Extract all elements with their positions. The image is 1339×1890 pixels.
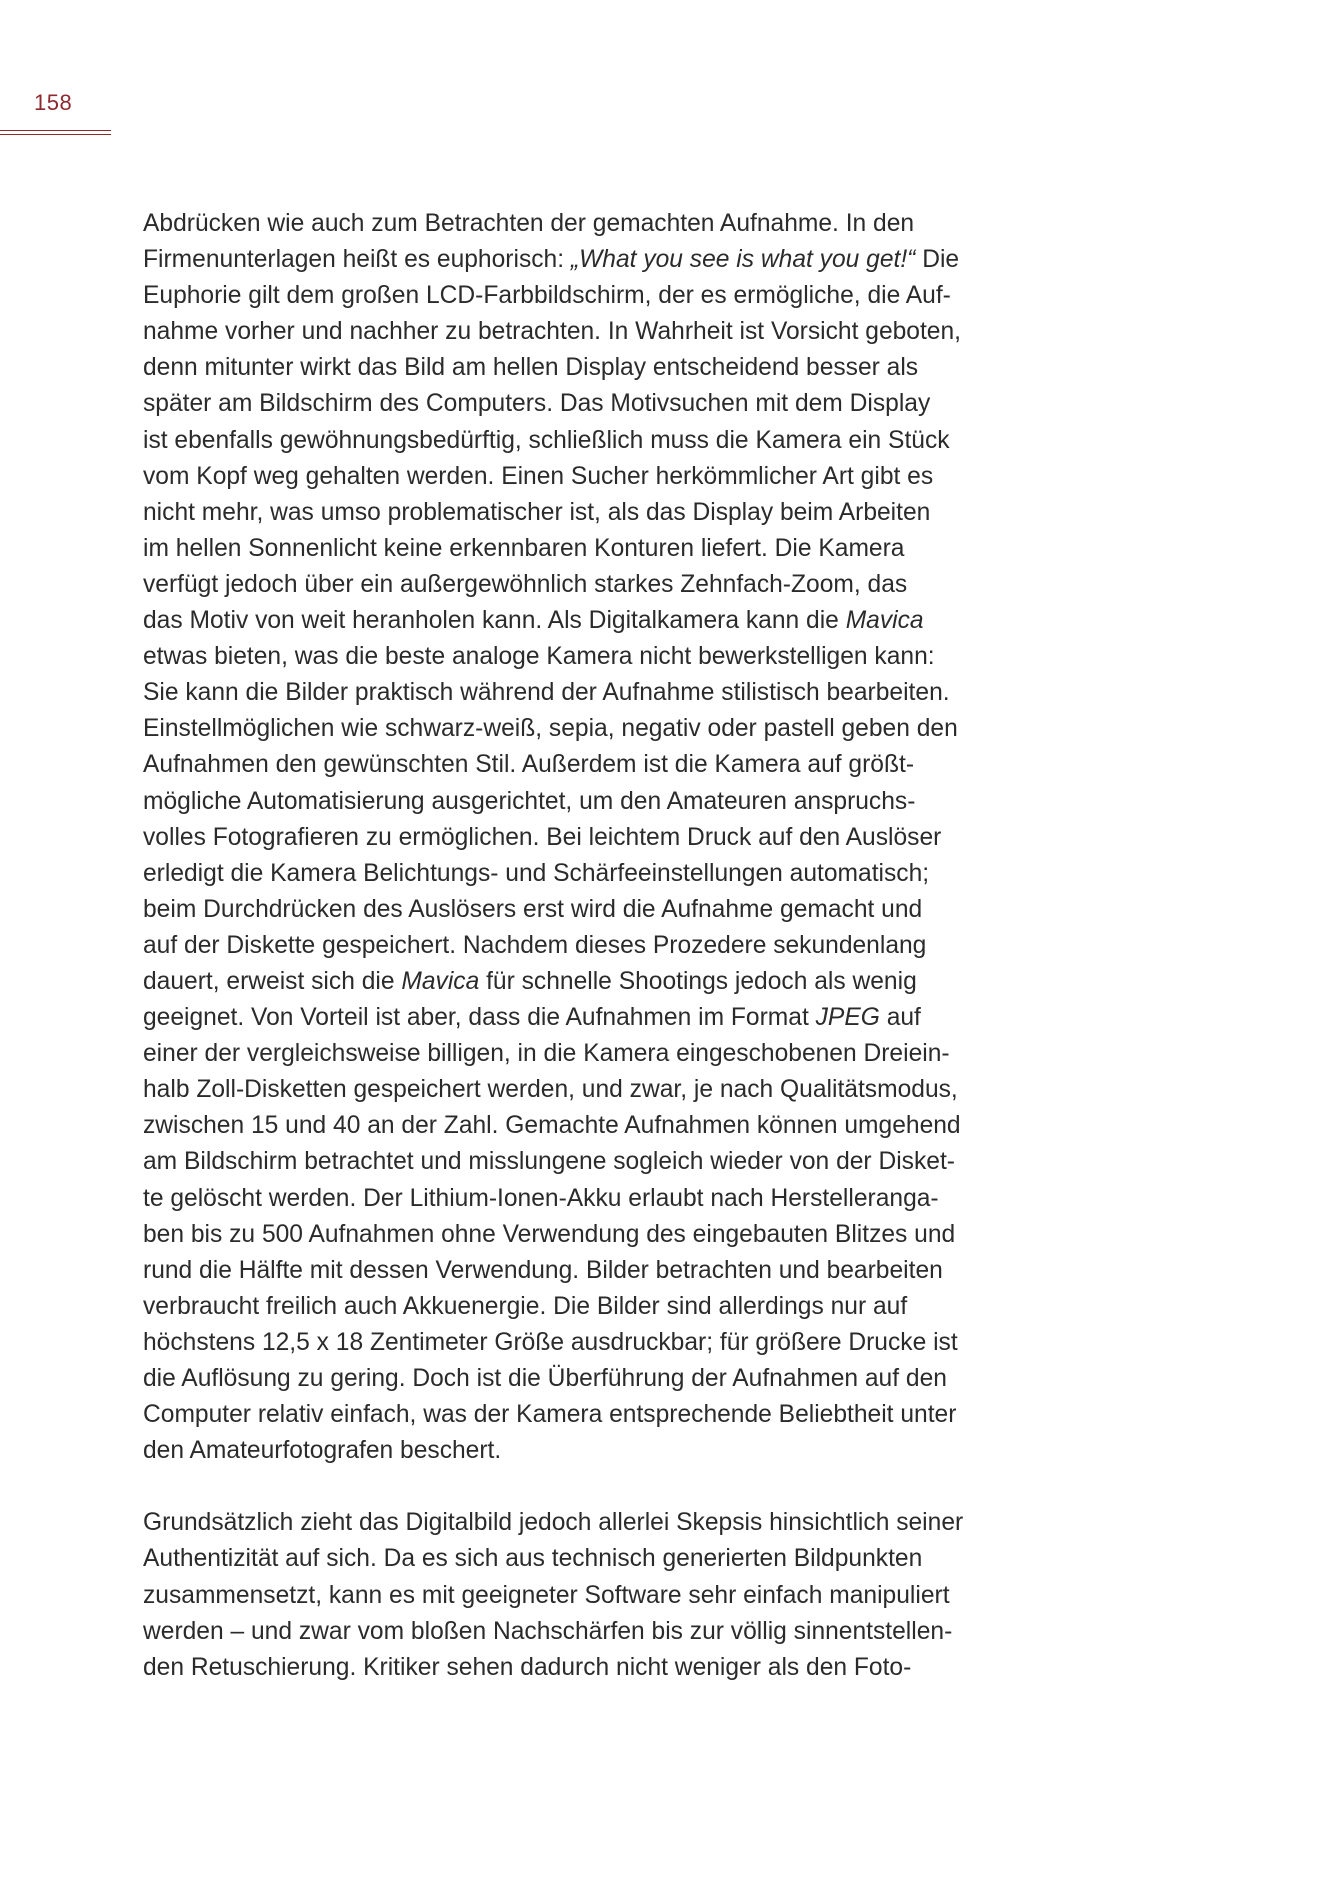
text-line: nicht mehr, was umso problematischer ist, als das Display beim Arbeiten — [143, 498, 931, 526]
text-line: dauert, erweist sich die Mavica für schnelle Shootings jedoch als wenig — [143, 967, 917, 995]
paragraph-1 — [143, 206, 1033, 1469]
text-line: am Bildschirm betrachtet und misslungene sogleich wieder von der Disket- — [143, 1148, 955, 1176]
text-line: ben bis zu 500 Aufnahmen ohne Verwendung des eingebauten Blitzes und — [143, 1220, 956, 1248]
text-line: zusammensetzt, kann es mit geeigneter Software sehr einfach manipuliert — [143, 1581, 950, 1609]
text-line: Firmenunterlagen heißt es euphorisch: „What you see is what you get!“ Die — [143, 246, 960, 274]
text-line: ist ebenfalls gewöhnungsbedürftig, schließlich muss die Kamera ein Stück — [143, 426, 950, 454]
text-line: rund die Hälfte mit dessen Verwendung. Bilder betrachten und bearbeiten — [143, 1256, 943, 1284]
paragraph-gap — [143, 1469, 1033, 1505]
text-line: verbraucht freilich auch Akkuenergie. Die Bilder sind allerdings nur auf — [143, 1292, 908, 1320]
text-line: verfügt jedoch über ein außergewöhnlich starkes Zehnfach-Zoom, das — [143, 570, 908, 598]
text-line: volles Fotografieren zu ermöglichen. Bei leichtem Druck auf den Auslöser — [143, 823, 942, 851]
text-line: später am Bildschirm des Computers. Das Motivsuchen mit dem Display — [143, 390, 931, 418]
italic-product-name: Mavica — [401, 967, 480, 995]
text-line: im hellen Sonnenlicht keine erkennbaren Konturen liefert. Die Kamera — [143, 534, 905, 562]
text-line: Authentizität auf sich. Da es sich aus technisch generierten Bildpunkten — [143, 1545, 923, 1573]
text-line: zwischen 15 und 40 an der Zahl. Gemachte Aufnahmen können umgehend — [143, 1112, 961, 1140]
text-line: werden – und zwar vom bloßen Nachschärfen bis zur völlig sinnentstellen- — [143, 1617, 953, 1645]
text-line: Abdrücken wie auch zum Betrachten der gemachten Aufnahme. In den — [143, 210, 915, 237]
text-line: geeignet. Von Vorteil ist aber, dass die Aufnahmen im Format JPEG auf — [143, 1004, 921, 1032]
header-rule-bottom — [0, 134, 111, 135]
text-line: etwas bieten, was die beste analoge Kamera nicht bewerkstelligen kann: — [143, 643, 935, 671]
page-number: 158 — [34, 90, 73, 115]
text-line: denn mitunter wirkt das Bild am hellen Display entscheidend besser als — [143, 354, 919, 382]
header-rule-top — [0, 130, 111, 131]
body-text — [143, 206, 1033, 1686]
text-line: Computer relativ einfach, was der Kamera entsprechende Beliebtheit unter — [143, 1401, 957, 1429]
text-line: Einstellmöglichen wie schwarz-weiß, sepia, negativ oder pastell geben den — [143, 715, 958, 743]
text-line: höchstens 12,5 x 18 Zentimeter Größe ausdruckbar; für größere Drucke ist — [143, 1328, 958, 1356]
text-line: die Auflösung zu gering. Doch ist die Überführung der Aufnahmen auf den — [143, 1365, 947, 1392]
italic-quote: „What you see is what you get!“ — [570, 246, 916, 274]
text-line: den Retuschierung. Kritiker sehen dadurch nicht weniger als den Foto- — [143, 1653, 912, 1681]
text-line: einer der vergleichsweise billigen, in die Kamera eingeschobenen Dreiein- — [143, 1040, 950, 1068]
text-line: den Amateurfotografen beschert. — [143, 1437, 502, 1465]
text-line: Grundsätzlich zieht das Digitalbild jedoch allerlei Skepsis hinsichtlich seiner — [143, 1509, 964, 1537]
italic-product-name: Mavica — [845, 607, 924, 635]
text-line: halb Zoll-Disketten gespeichert werden, und zwar, je nach Qualitätsmodus, — [143, 1076, 958, 1104]
text-line: vom Kopf weg gehalten werden. Einen Sucher herkömmlicher Art gibt es — [143, 462, 934, 490]
text-line: auf der Diskette gespeichert. Nachdem dieses Prozedere sekundenlang — [143, 931, 927, 959]
paragraph-2 — [143, 1505, 1033, 1685]
text-line: Sie kann die Bilder praktisch während der Aufnahme stilistisch bearbeiten. — [143, 679, 950, 707]
text-line: mögliche Automatisierung ausgerichtet, um den Amateuren anspruchs- — [143, 787, 916, 815]
italic-format-name: JPEG — [815, 1004, 880, 1032]
text-line: beim Durchdrücken des Auslösers erst wird die Aufnahme gemacht und — [143, 895, 923, 923]
text-line: das Motiv von weit heranholen kann. Als Digitalkamera kann die Mavica — [143, 607, 924, 635]
text-line: te gelöscht werden. Der Lithium-Ionen-Akku erlaubt nach Herstelleranga- — [143, 1184, 939, 1212]
text-line: Aufnahmen den gewünschten Stil. Außerdem ist die Kamera auf größt- — [143, 751, 915, 779]
text-line: Euphorie gilt dem großen LCD-Farbbildschirm, der es ermögliche, die Auf- — [143, 282, 951, 310]
text-line: erledigt die Kamera Belichtungs- und Schärfeeinstellungen automatisch; — [143, 859, 930, 887]
text-line: nahme vorher und nachher zu betrachten. In Wahrheit ist Vorsicht geboten, — [143, 318, 961, 346]
